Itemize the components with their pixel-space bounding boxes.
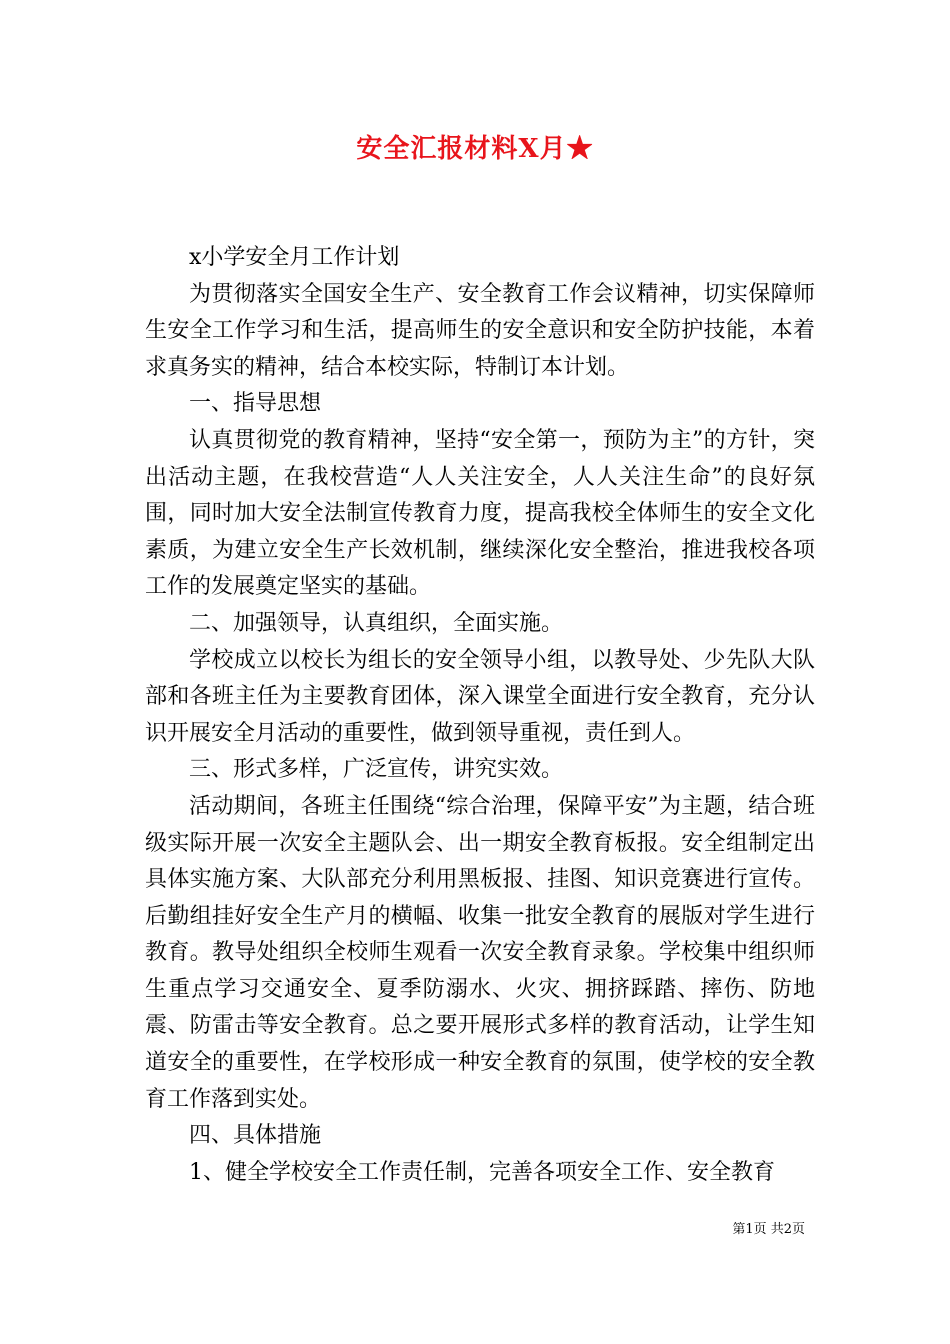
section-paragraph-2: 学校成立以校长为组长的安全领导小组，以教导处、少先队大队部和各班主任为主要教育团体，深入课堂全面进行安全教育，充分认识开展安全月活动的重要性，做到领导重视，责任到人。 [145,647,815,746]
plan-heading: x小学安全月工作计划 [189,245,400,270]
section-paragraph-1: 认真贯彻党的教育精神，坚持“安全第一，预防为主”的方针，突出活动主题，在我校营造“人人关注安全，人人关注生命”的良好氛围，同时加大安全法制宣传教育力度，提高我校全体师生的安全文化素质，为建立安全生产长效机制，继续深化安全整治，推进我校各项工作的发展奠定坚实的基础。 [145,427,815,600]
measure-item-1: 1、健全学校安全工作责任制，完善各项安全工作、安全教育 [189,1159,775,1185]
section-heading-1: 一、指导思想 [189,391,322,417]
document-body [145,240,815,1191]
section-heading-3: 三、形式多样，广泛宣传，讲究实效。 [189,757,564,783]
page-number-footer: 第1页 共2页 [732,1222,805,1237]
section-heading-2: 二、加强领导，认真组织，全面实施。 [189,610,564,636]
intro-paragraph: 为贯彻落实全国安全生产、安全教育工作会议精神，切实保障师生安全工作学习和生活，提高师生的安全意识和安全防护技能，本着求真务实的精神，结合本校实际，特制订本计划。 [145,281,815,380]
section-heading-4: 四、具体措施 [189,1123,322,1149]
section-paragraph-3: 活动期间，各班主任围绕“综合治理，保障平安”为主题，结合班级实际开展一次安全主题队会、出一期安全教育板报。安全组制定出具体实施方案、大队部充分利用黑板报、挂图、知识竞赛进行宣传。后勤组挂好安全生产月的横幅、收集一批安全教育的展版对学生进行教育。教导处组织全校师生观看一次安全教育录象。学校集中组织师生重点学习交通安全、夏季防溺水、火灾、拥挤踩踏、摔伤、防地震、防雷击等安全教育。总之要开展形式多样的教育活动，让学生知道安全的重要性，在学校形成一种安全教育的氛围，使学校的安全教育工作落到实处。 [145,793,815,1112]
document-title: 安全汇报材料X月★ [356,134,594,164]
